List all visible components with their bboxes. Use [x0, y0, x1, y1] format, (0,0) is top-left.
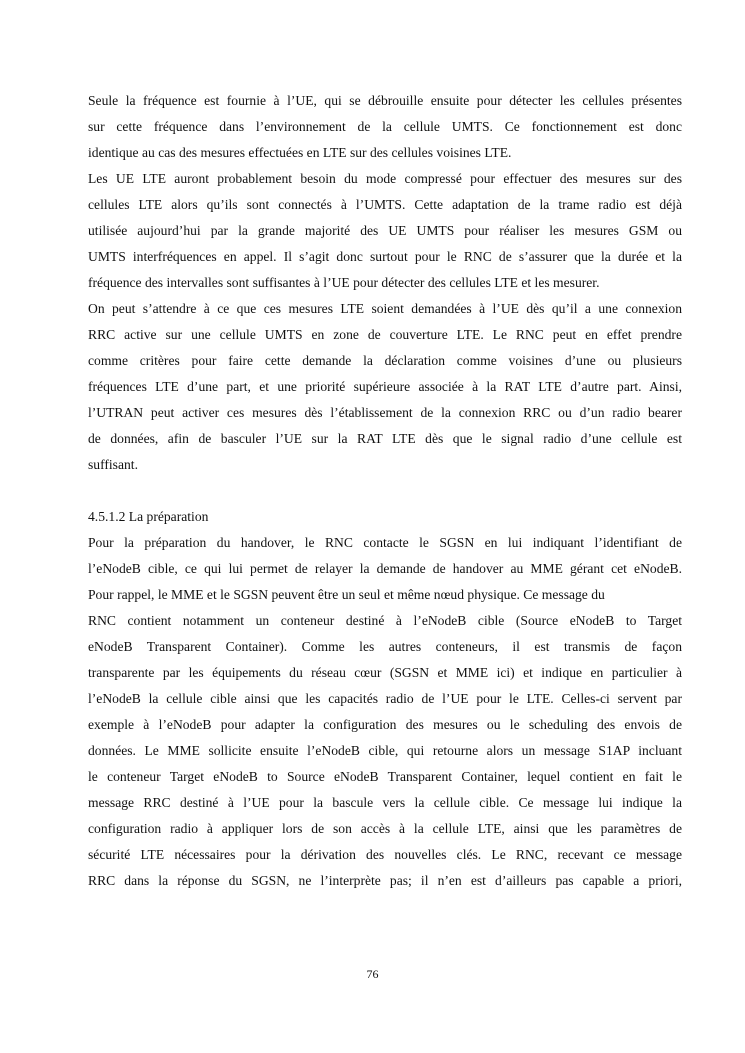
text-line: l’eNodeB la cellule cible ainsi que les capacités radio de l’UE pour le LTE. Celles-ci servent par — [88, 691, 682, 706]
text-line: l’UTRAN peut activer ces mesures dès l’établissement de la connexion RRC ou d’un radio bearer — [88, 405, 682, 420]
text-line: identique au cas des mesures effectuées en LTE sur des cellules voisines LTE. — [88, 145, 512, 160]
section-spacer — [88, 478, 682, 504]
text-line: Les UE LTE auront probablement besoin du mode compressé pour effectuer des mesures sur des — [88, 171, 682, 186]
text-line: fréquence des intervalles sont suffisantes à l’UE pour détecter des cellules LTE et les mesurer. — [88, 275, 600, 290]
text-line: Pour la préparation du handover, le RNC contacte le SGSN en lui indiquant l’identifiant de — [88, 535, 682, 550]
text-line: le conteneur Target eNodeB to Source eNodeB Transparent Container, lequel contient en fait le — [88, 769, 682, 784]
page-number: 76 — [366, 967, 379, 981]
text-line: On peut s’attendre à ce que ces mesures LTE soient demandées à l’UE dès qu’il a une connexion — [88, 301, 682, 316]
paragraph-lte-measurements — [88, 296, 682, 478]
text-line: configuration radio à appliquer lors de son accès à la cellule LTE, ainsi que les paramètres de — [88, 821, 682, 836]
text-line: comme critères pour faire cette demande la déclaration comme voisines d’une ou plusieurs — [88, 353, 682, 368]
section-heading: 4.5.1.2 La préparation — [88, 509, 209, 524]
text-line: transparente par les équipements du réseau cœur (SGSN et MME ici) et indique en particulier à — [88, 665, 682, 680]
text-line: RRC active sur une cellule UMTS en zone de couverture LTE. Le RNC peut en effet prendre — [88, 327, 682, 342]
text-line: exemple à l’eNodeB pour adapter la configuration des mesures ou le scheduling des envois de — [88, 717, 682, 732]
text-line: de données, afin de basculer l’UE sur la RAT LTE dès que le signal radio d’une cellule est — [88, 431, 682, 446]
text-line: suffisant. — [88, 457, 138, 472]
text-line: utilisée aujourd’hui par la grande majorité des UE UMTS pour réaliser les mesures GSM ou — [88, 223, 682, 238]
text-line: sécurité LTE nécessaires pour la dérivation des nouvelles clés. Le RNC, recevant ce message — [88, 847, 682, 862]
document-page — [88, 88, 682, 894]
paragraph-frequency — [88, 88, 682, 166]
text-line: cellules LTE alors qu’ils sont connectés à l’UMTS. Cette adaptation de la trame radio est déjà — [88, 197, 682, 212]
text-line: données. Le MME sollicite ensuite l’eNodeB cible, qui retourne alors un message S1AP incluant — [88, 743, 682, 758]
text-line: RNC contient notamment un conteneur destiné à l’eNodeB cible (Source eNodeB to Target — [88, 613, 682, 628]
text-line: Pour rappel, le MME et le SGSN peuvent être un seul et même nœud physique. Ce message du — [88, 587, 605, 602]
text-line: UMTS interfréquences en appel. Il s’agit donc surtout pour le RNC de s’assurer que la durée et la — [88, 249, 682, 264]
text-line: RRC dans la réponse du SGSN, ne l’interprète pas; il n’en est d’ailleurs pas capable a priori, — [88, 873, 682, 888]
text-line: eNodeB Transparent Container). Comme les autres conteneurs, il est transmis de façon — [88, 639, 682, 654]
text-line: Seule la fréquence est fournie à l’UE, qui se débrouille ensuite pour détecter les cellules présentes — [88, 93, 682, 108]
text-line: sur cette fréquence dans l’environnement de la cellule UMTS. Ce fonctionnement est donc — [88, 119, 682, 134]
paragraph-compressed-mode — [88, 166, 682, 296]
text-line: fréquences LTE d’une part, et une priorité supérieure associée à la RAT LTE d’autre part. Ainsi, — [88, 379, 682, 394]
text-line: l’eNodeB cible, ce qui lui permet de relayer la demande de handover au MME gérant cet eNodeB. — [88, 561, 682, 576]
text-line: message RRC destiné à l’UE pour la bascule vers la cellule cible. Ce message lui indique la — [88, 795, 682, 810]
paragraph-preparation — [88, 530, 682, 894]
